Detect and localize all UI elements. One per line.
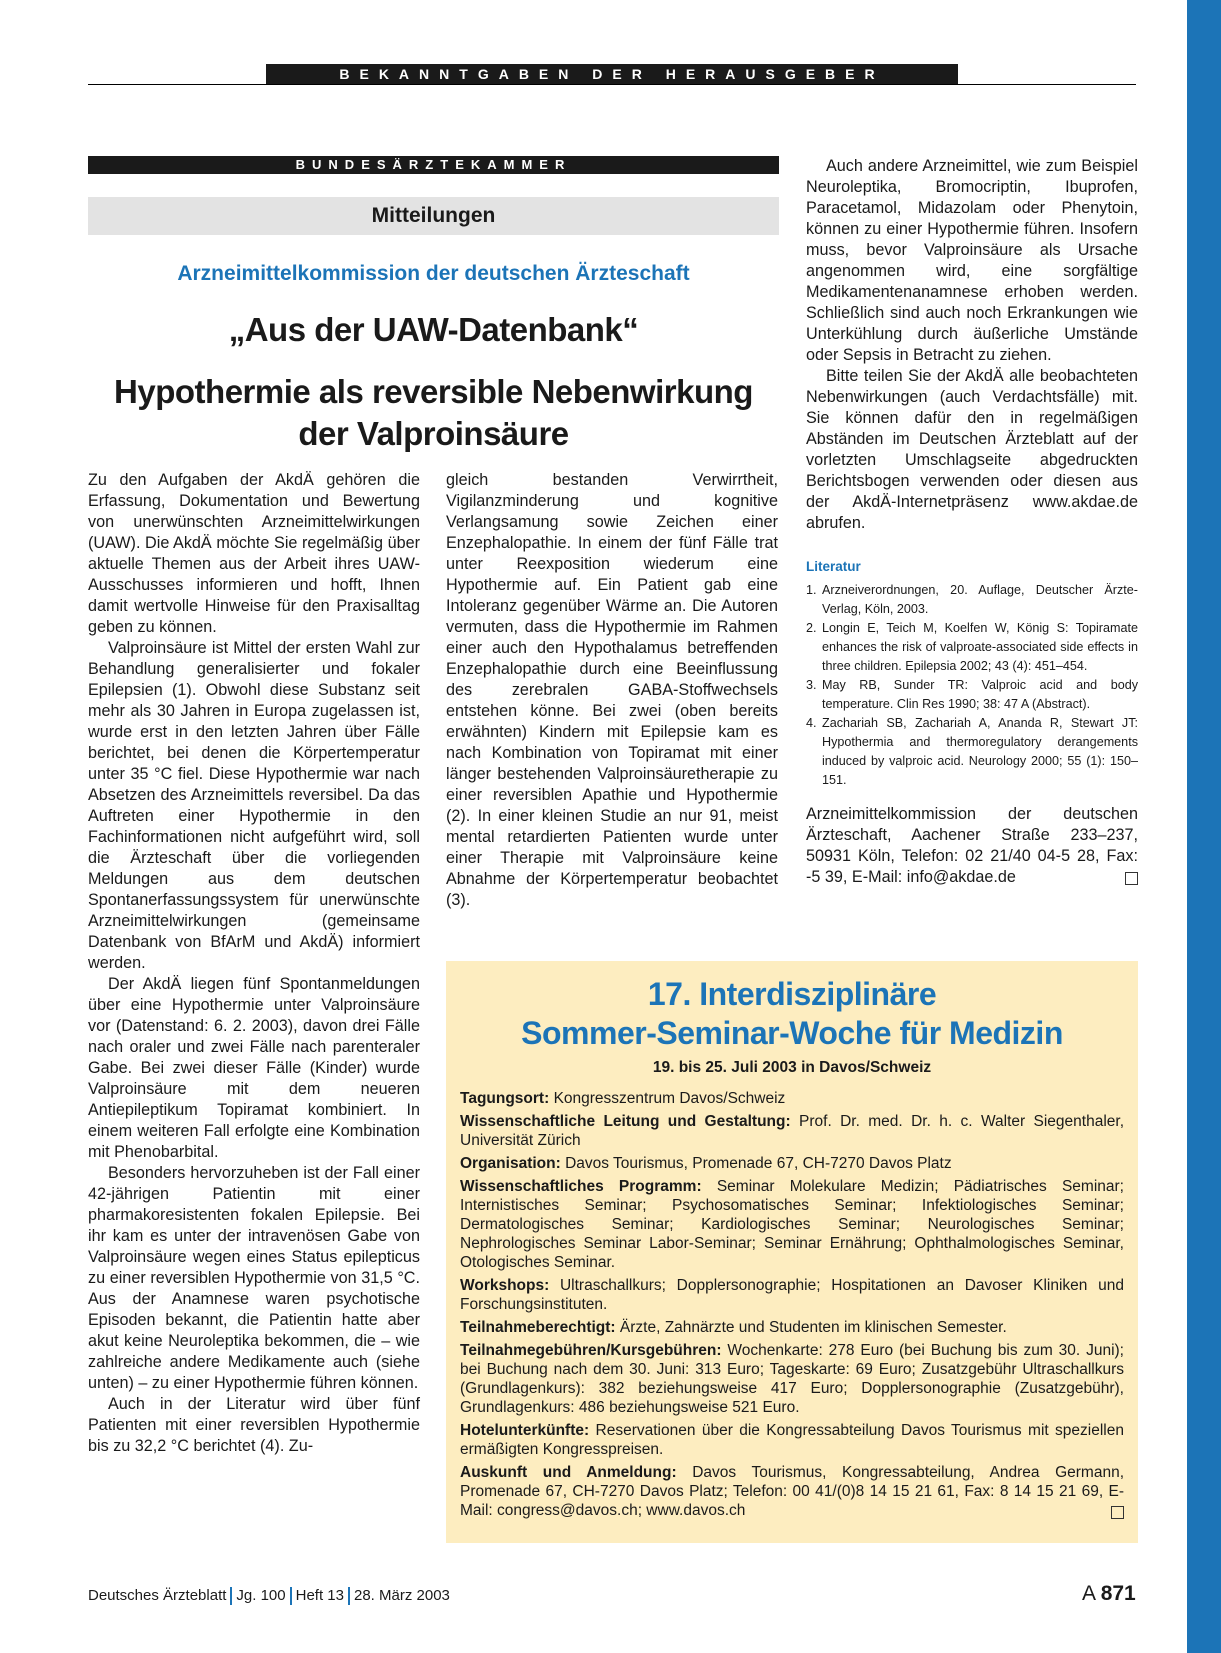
item-text: Reservationen über die Kongressabteilung Davos Tourismus mit speziellen ermäßigten Kongresspreisen. [460,1422,1124,1458]
item-label: Organisation: [460,1155,561,1172]
ref-text: Arzneiverordnungen, 20. Auflage, Deutscher Ärzte-Verlag, Köln, 2003. [822,583,1138,616]
article-title: „Aus der UAW-Datenbank“ [228,311,639,348]
paragraph: Auch andere Arzneimittel, wie zum Beispiel Neuroleptika, Bromocriptin, Ibuprofen, Paracetamol, Midazolam oder Phenytoin, können zu einer Hypothermie führen. Insofern muss, bevor Valproinsäure als Ursache angenommen wird, eine sorgfältige Medikamentenanamnese erhoben werden. Schließlich sind auch noch Erkrankungen wie Unterkühlung durch äußerliche Umstände oder Sepsis in Betracht zu ziehen. [806,157,1138,364]
item-text: Ultraschallkurs; Dopplersonographie; Hospitationen an Davoser Kliniken und Forschungsinstituten. [460,1277,1124,1313]
ref-number: 3. [806,678,817,692]
issue: Heft 13 [295,1587,344,1604]
item-label: Teilnahmegebühren/Kursgebühren: [460,1342,722,1359]
box-title-line-1: 17. Interdisziplinäre [647,976,937,1012]
page-footer [88,1587,450,1605]
item-label: Auskunft und Anmeldung: [460,1464,677,1481]
item-label: Wissenschaftliches Programm: [460,1178,702,1195]
box-item [460,1154,1124,1173]
item-label: Teilnahmeberechtigt: [460,1319,616,1336]
footer-separator [348,1587,350,1605]
page-prefix: A [1082,1582,1095,1605]
ref-text: Longin E, Teich M, Koelfen W, König S: Topiramate enhances the risk of valproate-associated side effects in three children. Epilepsia 2002; 43 (4): 451–454. [822,621,1138,673]
article-subtitle: Hypothermie als reversible Nebenwirkung der Valproinsäure [114,373,753,452]
paragraph: Zu den Aufgaben der AkdÄ gehören die Erfassung, Dokumentation und Bewertung von unerwünschten Arzneimittelwirkungen (UAW). Die AkdÄ möchte Sie regelmäßig über aktuelle Themen aus der Arbeit ihres UAW-Ausschusses informieren und hofft, Ihnen damit wertvolle Hinweise für den Praxisalltag geben zu können. [88,471,420,636]
item-text: Seminar Molekulare Medizin; Pädiatrisches Seminar; Internistisches Seminar; Psychosomatisches Seminar; Infektiologisches Seminar; Dermatologisches Seminar; Kardiologisches Seminar; Neurologisches Seminar; Nephrologisches Seminar Labor-Seminar; Seminar Ernährung; Ophthalmologisches Seminar, Otologisches Seminar. [460,1178,1124,1271]
box-subtitle: 19. bis 25. Juli 2003 in Davos/Schweiz [652,1059,932,1076]
ref-number: 1. [806,583,817,597]
ref-text: Zachariah SB, Zachariah A, Ananda R, Stewart JT: Hypothermia and thermoregulatory derangements induced by valproic acid. Neurology 2000; 55 (1): 150–151. [822,716,1138,787]
item-label: Tagungsort: [460,1090,550,1107]
article-column-1 [88,470,420,1457]
item-text: Davos Tourismus, Promenade 67, CH-7270 Davos Platz [560,1155,952,1172]
item-label: Wissenschaftliche Leitung und Gestaltung: [460,1113,791,1130]
page-number [1082,1582,1136,1606]
paragraph: Bitte teilen Sie der AkdÄ alle beobachteten Nebenwirkungen (auch Verdachtsfälle) mit. Sie können dafür den in regelmäßigen Abständen im Deutschen Ärzteblatt auf der vorletzten Umschlagseite abgedruckten Berichtsbogen verwenden oder diesen aus der AkdÄ-Internetpräsenz www.akdae.de abrufen. [806,367,1138,532]
footer-separator [230,1587,232,1605]
box-item [460,1318,1124,1337]
item-label: Workshops: [460,1277,550,1294]
paragraph: Besonders hervorzuheben ist der Fall einer 42-jährigen Patientin mit einer pharmakoresistenten fokalen Epilepsie. Bei ihr kam es unter der intravenösen Gabe von Valproinsäure wegen eines Status epilepticus zu einer reversiblen Hypothermie von 31,5 °C. Aus der Anamnese waren psychotische Episoden bekannt, die Patientin hatte aber akut keine Neuroleptika bekommen, die – wie zahlreiche andere Medikamente auch (siehe unten) – zu einer Hypothermie führen können. [88,1164,420,1392]
contact-text: Arzneimittelkommission der deutschen Ärzteschaft, Aachener Straße 233–237, 50931 Köln, Telefon: 02 21/40 04-5 28, Fax: -5 39, E-Mail: info@akdae.de [806,805,1138,886]
box-item [460,1112,1124,1150]
contact-info [806,804,1138,888]
literature-item [806,676,1138,714]
item-text: Ärzte, Zahnärzte und Studenten im klinischen Semester. [615,1319,1007,1336]
article-column-3 [806,156,1138,888]
item-text: Davos Tourismus, Kongressabteilung, Andrea Germann, Promenade 67, CH-7270 Davos Platz; Telefon: 00 41/(0)8 14 15 21 61, Fax: 8 14 15 21 69, E-Mail: congress@davos.ch; www.davos.ch [460,1464,1124,1519]
item-label: Hotelunterkünfte: [460,1422,590,1439]
section-label: BUNDESÄRZTEKAMMER [88,156,779,174]
literature-list [806,581,1138,790]
box-item [460,1341,1124,1417]
organization-heading: Arzneimittelkommission der deutschen Ärzteschaft [177,262,690,285]
paragraph: Der AkdÄ liegen fünf Spontanmeldungen über eine Hypothermie unter Valproinsäure vor (Datenstand: 6. 2. 2003), davon drei Fälle nach oraler und zwei Fälle nach parenteraler Gabe. Bei zwei dieser Fälle (Kinder) wurde Valproinsäure mit dem neueren Antiepileptikum Topiramat kombiniert. In einem weiteren Fall erfolgte eine Kombination mit Phenobarbital. [88,975,420,1161]
paragraph: Valproinsäure ist Mittel der ersten Wahl zur Behandlung generalisierter und fokaler Epilepsien (1). Obwohl diese Substanz seit mehr als 30 Jahren in Europa zugelassen ist, wurde erst in den letzten Jahren über Fälle berichtet, bei denen die Körpertemperatur unter 35 °C fiel. Diese Hypothermie war nach Absetzen des Arzneimittels reversibel. Da das Auftreten einer Hypothermie in den Fachinformationen nicht aufgeführt wird, soll die Ärzteschaft über die vorliegenden Meldungen aus dem deutschen Spontanerfassungssystem für unerwünschte Arzneimittelwirkungen (gemeinsame Datenbank von BfArM und AkdÄ) informiert werden. [88,639,420,972]
literature-heading: Literatur [806,559,861,574]
box-item [460,1089,1124,1108]
box-item [460,1463,1124,1520]
literature-item [806,581,1138,619]
footer-separator [290,1587,292,1605]
volume: Jg. 100 [236,1587,286,1604]
box-title-line-2: Sommer-Seminar-Woche für Medizin [521,1015,1063,1051]
section-header-band: BEKANNTGABEN DER HERAUSGEBER [266,64,958,84]
article-column-2 [446,470,778,911]
paragraph: Auch in der Literatur wird über fünf Patienten mit einer reversiblen Hypothermie bis zu 32,2 °C berichtet (4). Zu- [88,1395,420,1455]
right-color-bar [1187,0,1221,1653]
seminar-announcement-box [446,961,1138,1543]
end-mark-icon [1125,872,1138,885]
literature-item [806,619,1138,676]
literature-item [806,714,1138,790]
item-text: Kongresszentrum Davos/Schweiz [549,1090,786,1107]
issue-date: 28. März 2003 [354,1587,450,1604]
box-items [446,1089,1138,1520]
item-text: Prof. Dr. med. Dr. h. c. Walter Siegenthaler, Universität Zürich [460,1113,1124,1149]
section-type: Mitteilungen [88,197,779,235]
page-value: 871 [1100,1582,1136,1605]
ref-number: 2. [806,621,817,635]
journal-name: Deutsches Ärzteblatt [88,1587,227,1604]
box-item [460,1276,1124,1314]
paragraph: gleich bestanden Verwirrtheit, Vigilanzminderung und kognitive Verlangsamung sowie Zeichen einer Enzephalopathie. In einem der fünf Fälle trat unter Reexposition wiederum eine Hypothermie auf. Ein Patient gab eine Intoleranz gegenüber Wärme an. Die Autoren vermuten, dass die Hypothermie im Rahmen einer auch den Hypothalamus betreffenden Enzephalopathie durch eine Beeinflussung des zerebralen GABA-Stoffwechsels entstehen könne. Bei zwei (oben bereits erwähnten) Kindern mit Epilepsie kam es nach Kombination von Topiramat mit einer länger bestehenden Valproinsäuretherapie zu einer reversiblen Apathie und Hypothermie (2). In einer kleinen Studie an nur 91, meist mental retardierten Patienten wurde unter einer Therapie mit Valproinsäure keine Abnahme der Körpertemperatur beobachtet (3). [446,471,778,909]
header-rule [88,84,1136,85]
ref-text: May RB, Sunder TR: Valproic acid and body temperature. Clin Res 1990; 38: 47 A (Abstract). [822,678,1138,711]
box-item [460,1421,1124,1459]
item-text: Wochenkarte: 278 Euro (bei Buchung bis zum 30. Juni); bei Buchung nach dem 30. Juni: 313 Euro; Tageskarte: 69 Euro; Zusatzgebühr Ultraschallkurs (Grundlagenkurs): 382 beziehungsweise 417 Euro; Dopplersonographie (Zusatzgebühr), Grundlagenkurs: 486 beziehungsweise 521 Euro. [460,1342,1124,1416]
box-item [460,1177,1124,1272]
ref-number: 4. [806,716,817,730]
end-mark-icon [1111,1506,1124,1519]
